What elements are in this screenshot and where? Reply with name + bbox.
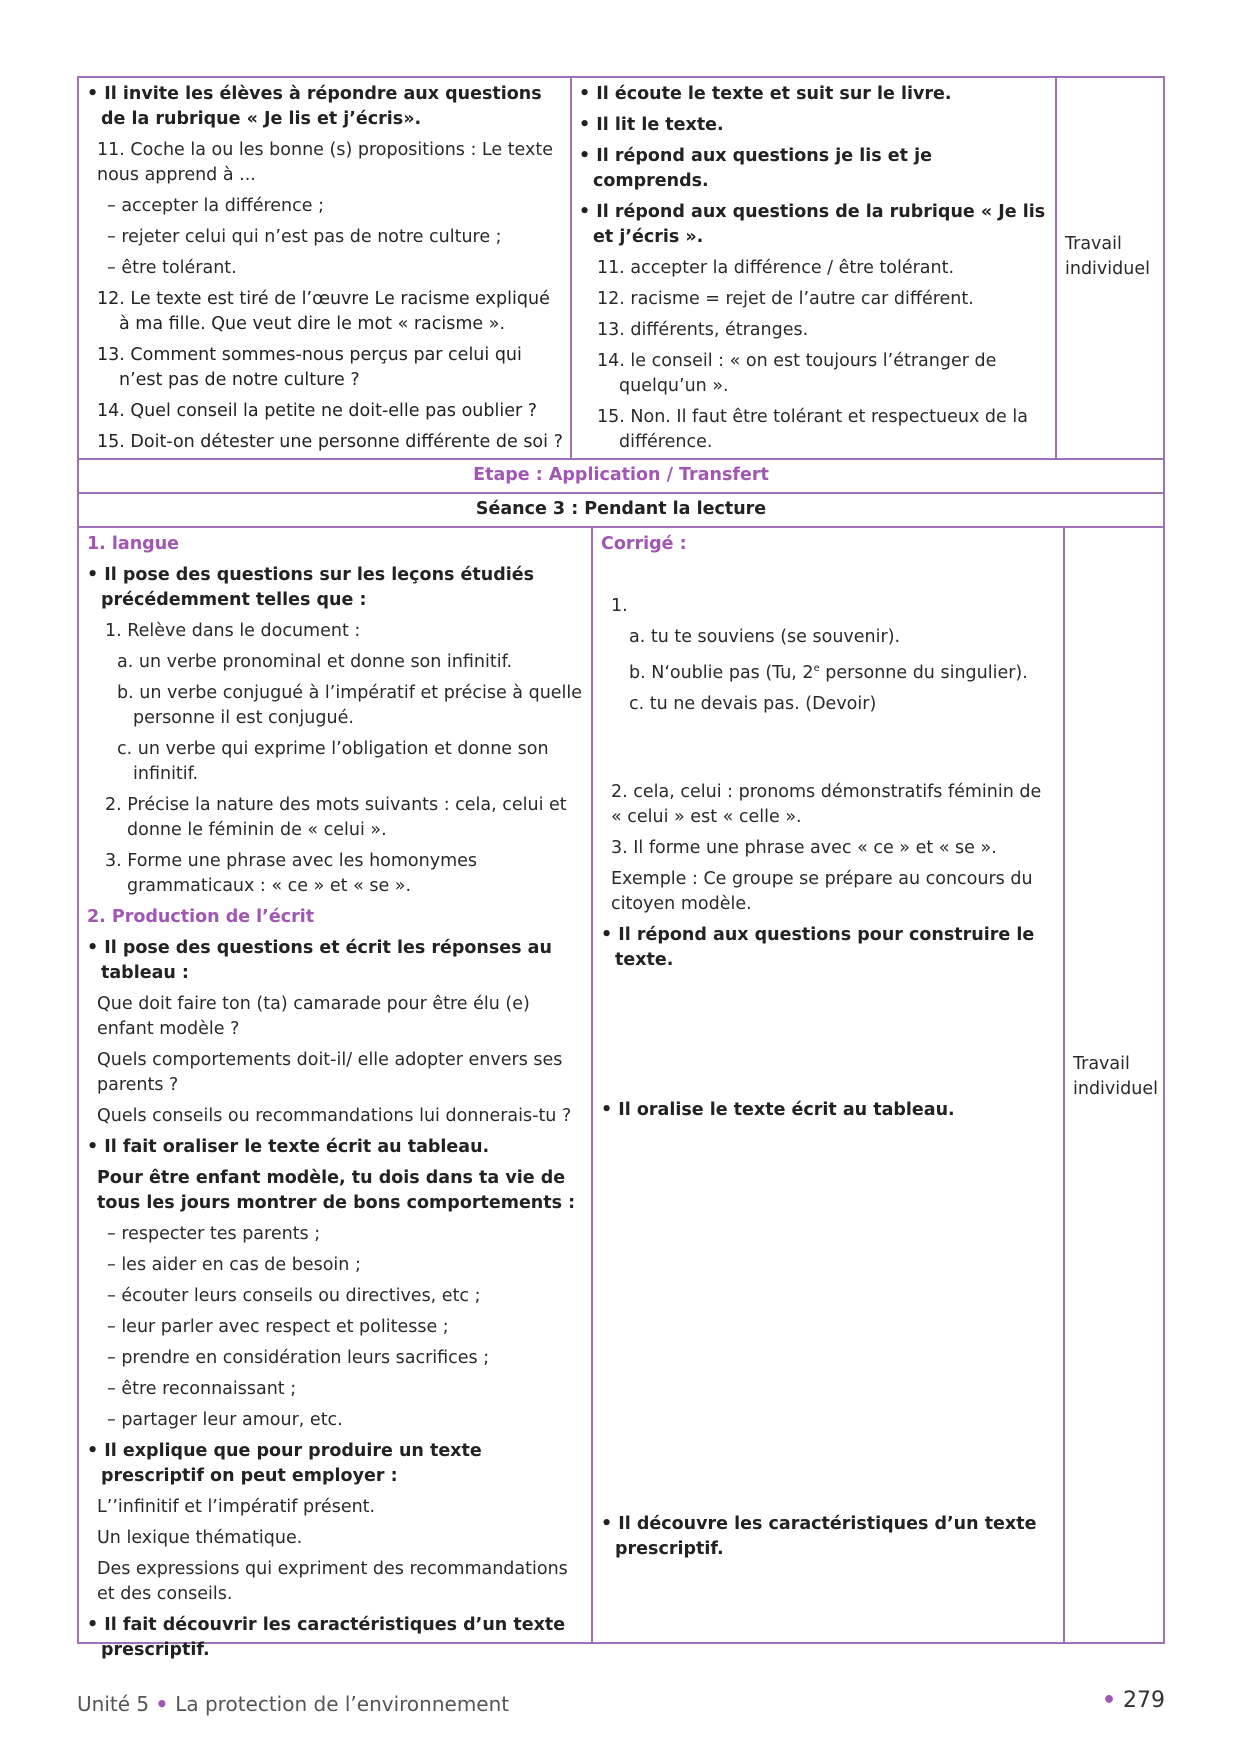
answer-13: 13. différents, étranges.	[597, 320, 809, 340]
student-bullet: • Il découvre les caractéristiques d’un texte prescriptif.	[601, 1513, 1037, 1559]
section-heading-production: 2. Production de l’écrit	[87, 907, 315, 927]
list-item: – leur parler avec respect et politesse ;	[107, 1317, 449, 1337]
option-item: – accepter la différence ;	[107, 196, 324, 216]
answer-1a: a. tu te souviens (se souvenir).	[629, 627, 901, 647]
question-2: 2. Précise la nature des mots suivants : cela, celui et donne le féminin de « celui ».	[105, 795, 567, 840]
student-bullet: • Il oralise le texte écrit au tableau.	[601, 1099, 955, 1120]
list-item: – les aider en cas de besoin ;	[107, 1255, 361, 1275]
student-activities-cell	[579, 82, 1049, 461]
student-bullet: • Il répond aux questions je lis et je comprends.	[579, 146, 932, 191]
question-3: 3. Forme une phrase avec les homonymes grammaticaux : « ce » et « se ».	[105, 851, 478, 896]
answer-12: 12. racisme = rejet de l’autre car différent.	[597, 289, 974, 309]
question-1a: a. un verbe pronominal et donne son infinitif.	[117, 652, 513, 672]
question-14: 14. Quel conseil la petite ne doit-elle pas oublier ?	[97, 401, 538, 421]
teacher-activities-cell	[87, 532, 587, 1669]
question-1b: b. un verbe conjugué à l’impératif et précise à quelle personne il est conjugué.	[117, 683, 583, 728]
teacher-bullet: • Il fait oraliser le texte écrit au tableau.	[87, 1137, 490, 1157]
student-bullet: • Il lit le texte.	[579, 115, 724, 135]
teacher-intro: • Il invite les élèves à répondre aux questions de la rubrique « Je lis et j’écris».	[87, 84, 542, 129]
teacher-bullet: • Il pose des questions sur les leçons étudiés précédemment telles que :	[87, 565, 535, 610]
column-divider	[1055, 78, 1057, 458]
answer-2: 2. cela, celui : pronoms démonstratifs féminin de « celui » est « celle ».	[611, 781, 1042, 827]
seance-band	[77, 492, 1165, 528]
list-item: – partager leur amour, etc.	[107, 1410, 343, 1430]
list-item: – respecter tes parents ;	[107, 1224, 321, 1244]
answer-11: 11. accepter la différence / être tolérant.	[597, 258, 955, 278]
student-bullet: • Il répond aux questions pour construire le texte.	[601, 924, 1035, 970]
question-1: 1. Relève dans le document :	[105, 621, 361, 641]
seance-title: Séance 3 : Pendant la lecture	[475, 499, 767, 519]
student-bullet: • Il écoute le texte et suit sur le livre.	[579, 84, 952, 104]
unit-label: Unité 5	[77, 1692, 150, 1716]
etape-band	[77, 458, 1165, 494]
answer-1: 1.	[611, 596, 628, 616]
example-sentence: Exemple : Ce groupe se prépare au concours du citoyen modèle.	[611, 868, 1033, 914]
etape-title: Etape : Application / Transfert	[473, 465, 769, 485]
teacher-bullet: • Il fait découvrir les caractéristiques d’un texte prescriptif.	[87, 1615, 566, 1660]
footer-unit	[77, 1692, 509, 1716]
corrige-heading: Corrigé :	[601, 534, 687, 554]
bullet-dot-icon: •	[155, 1692, 176, 1716]
question-15: 15. Doit-on détester une personne différente de soi ?	[97, 432, 563, 452]
question-13: 13. Comment sommes-nous perçus par celui qui n’est pas de notre culture ?	[97, 345, 522, 390]
explanation-item: Un lexique thématique.	[97, 1528, 303, 1548]
model-text-lead: Pour être enfant modèle, tu dois dans ta vie de tous les jours montrer de bons comportements :	[97, 1168, 576, 1213]
prompt-question: Quels comportements doit-il/ elle adopter envers ses parents ?	[97, 1050, 563, 1095]
unit-title: La protection de l’environnement	[175, 1692, 510, 1716]
answer-1b: b. N‘oublie pas (Tu, 2e personne du singulier).	[629, 662, 1028, 683]
list-item: – être reconnaissant ;	[107, 1379, 297, 1399]
top-table	[77, 76, 1165, 460]
student-bullet: • Il répond aux questions de la rubrique « Je lis et j’écris ».	[579, 202, 1046, 247]
section-heading-langue: 1. langue	[87, 534, 180, 554]
list-item: – prendre en considération leurs sacrifices ;	[107, 1348, 490, 1368]
list-item: – écouter leurs conseils ou directives, etc ;	[107, 1286, 481, 1306]
bullet-dot-icon: •	[1101, 1688, 1116, 1713]
answer-14: 14. le conseil : « on est toujours l’étranger de quelqu’un ».	[597, 351, 997, 396]
prompt-question: Que doit faire ton (ta) camarade pour être élu (e) enfant modèle ?	[97, 994, 530, 1039]
teacher-activities-cell	[87, 82, 565, 461]
question-11: 11. Coche la ou les bonne (s) propositions : Le texte nous apprend à ...	[97, 140, 553, 185]
student-activities-cell	[601, 532, 1057, 1568]
answer-1c: c. tu ne devais pas. (Devoir)	[629, 693, 877, 714]
page-number: 279	[1123, 1688, 1165, 1713]
answer-15: 15. Non. Il faut être tolérant et respectueux de la différence.	[597, 407, 1028, 452]
option-item: – être tolérant.	[107, 258, 237, 278]
page-number-area	[1102, 1688, 1165, 1713]
work-mode: Travail individuel	[1073, 1054, 1158, 1099]
question-1c: c. un verbe qui exprime l’obligation et donne son infinitif.	[117, 739, 549, 784]
prompt-question: Quels conseils ou recommandations lui donnerais-tu ?	[97, 1106, 572, 1126]
teacher-bullet: • Il explique que pour produire un texte prescriptif on peut employer :	[87, 1441, 482, 1486]
explanation-item: L’’infinitif et l’impératif présent.	[97, 1497, 376, 1517]
question-12: 12. Le texte est tiré de l’œuvre Le racisme expliqué à ma fille. Que veut dire le mot « racisme ».	[97, 289, 550, 334]
work-mode: Travail individuel	[1065, 234, 1150, 279]
explanation-item: Des expressions qui expriment des recommandations et des conseils.	[97, 1559, 568, 1604]
column-divider	[591, 528, 593, 1642]
teacher-bullet: • Il pose des questions et écrit les réponses au tableau :	[87, 938, 552, 983]
answer-3: 3. Il forme une phrase avec « ce » et « se ».	[611, 837, 997, 858]
bottom-table	[77, 526, 1165, 1660]
option-item: – rejeter celui qui n’est pas de notre culture ;	[107, 227, 502, 247]
column-divider	[570, 78, 572, 458]
column-divider	[1063, 528, 1065, 1642]
